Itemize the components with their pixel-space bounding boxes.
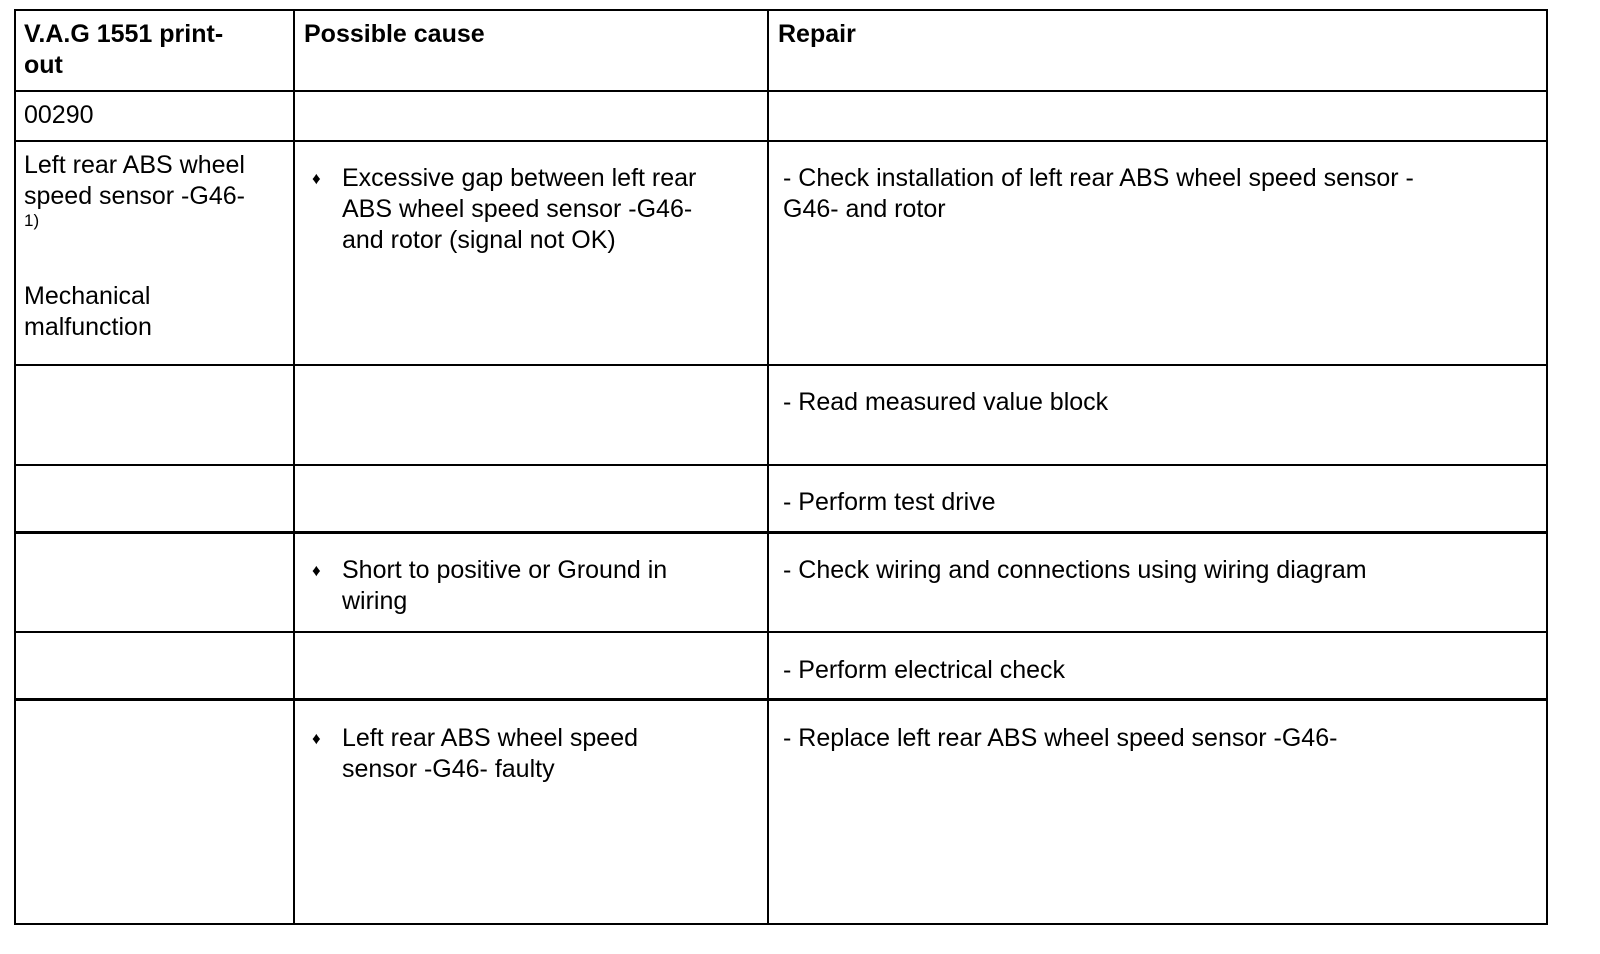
diamond-bullet-icon: ♦ (312, 169, 321, 188)
header-repair: Repair (778, 20, 856, 48)
diamond-bullet-icon: ♦ (312, 729, 321, 748)
fault-type-line1: Mechanical (24, 282, 151, 310)
header-printout-line1: V.A.G 1551 print- (24, 20, 224, 48)
row-divider (16, 364, 1546, 366)
row-divider (16, 464, 1546, 466)
cause-text: ABS wheel speed sensor -G46- (342, 195, 693, 223)
header-possible-cause: Possible cause (304, 20, 485, 48)
repair-text: G46- and rotor (783, 195, 946, 223)
cause-text: wiring (342, 587, 408, 615)
column-divider (767, 11, 769, 923)
cause-item (342, 555, 667, 617)
cause-item (342, 723, 638, 785)
diamond-bullet-icon: ♦ (312, 561, 321, 580)
repair-item: - Check wiring and connections using wiring diagram (783, 556, 1367, 584)
fault-footnote: 1) (24, 211, 40, 230)
row-divider (16, 531, 1546, 534)
cause-item (342, 163, 696, 256)
fault-code: 00290 (24, 101, 94, 129)
fault-type-line2: malfunction (24, 313, 152, 341)
repair-text: - Check installation of left rear ABS wheel speed sensor - (783, 164, 1414, 192)
repair-item: - Perform test drive (783, 488, 996, 516)
header-printout-line2: out (24, 51, 63, 79)
fault-line1: Left rear ABS wheel (24, 151, 245, 179)
repair-item: - Replace left rear ABS wheel speed sensor -G46- (783, 724, 1338, 752)
repair-item: - Read measured value block (783, 388, 1109, 416)
row-divider (16, 90, 1546, 92)
column-divider (293, 11, 295, 923)
fault-description (24, 150, 289, 230)
cause-text: Short to positive or Ground in (342, 556, 668, 584)
repair-item: - Perform electrical check (783, 656, 1066, 684)
header-printout (24, 19, 284, 81)
repair-item (783, 163, 1414, 225)
cause-text: sensor -G46- faulty (342, 755, 555, 783)
diagnostic-table (14, 9, 1548, 925)
fault-line2: speed sensor -G46- (24, 182, 245, 210)
cause-text: and rotor (signal not OK) (342, 226, 616, 254)
row-divider (16, 140, 1546, 142)
cause-text: Excessive gap between left rear (342, 164, 697, 192)
row-divider (16, 631, 1546, 633)
cause-text: Left rear ABS wheel speed (342, 724, 639, 752)
row-divider (16, 698, 1546, 701)
fault-type (24, 281, 152, 343)
